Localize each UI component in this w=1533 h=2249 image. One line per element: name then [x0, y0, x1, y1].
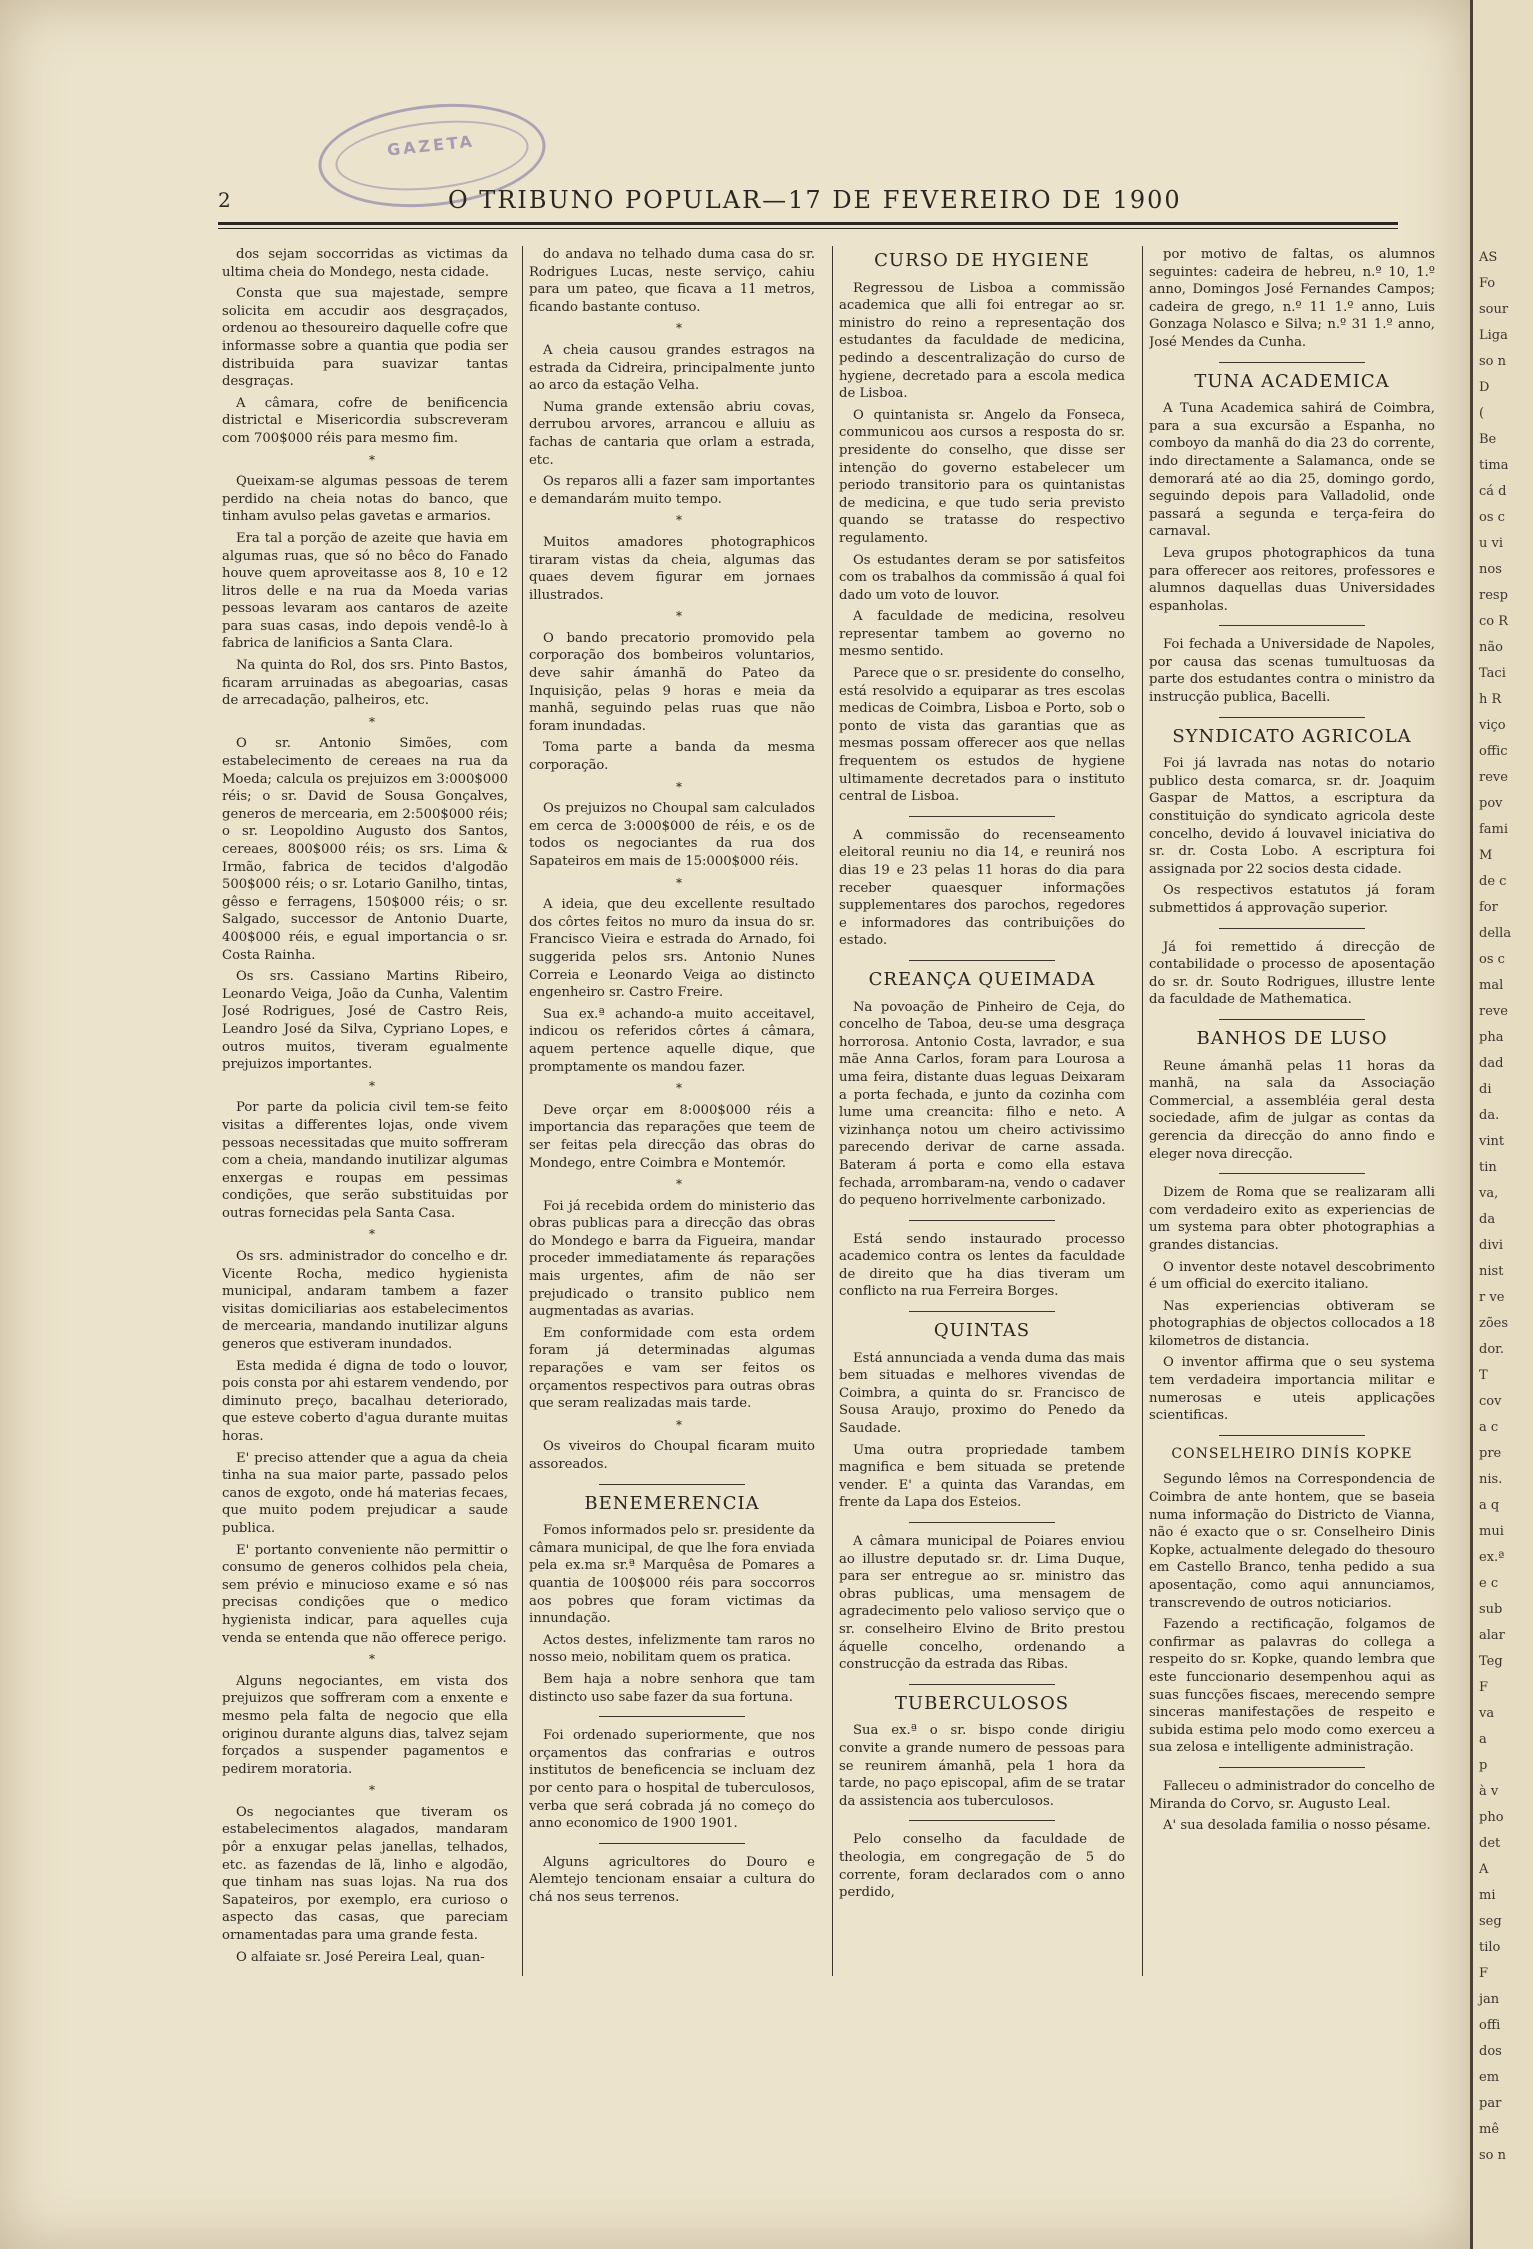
heading-creanca-queimada: CREANÇA QUEIMADA	[868, 968, 1096, 990]
star-separator: *	[676, 321, 682, 336]
adjacent-page-fragment: a q	[1479, 1498, 1500, 1513]
adjacent-page-fragment: dad	[1479, 1056, 1504, 1071]
star-separator: *	[676, 513, 682, 528]
star-separator: *	[369, 1652, 375, 1667]
column-3	[839, 246, 1125, 1986]
adjacent-page-fragment: alar	[1479, 1628, 1505, 1643]
adjacent-page-fragment: vint	[1479, 1134, 1505, 1149]
article-paragraph: Regressou de Lisboa a commissão academica que alli foi entregar ao sr. ministro do reino a representação dos estudantes da faculdade de medicina, pedindo a descentralização do curso de hygiene, decretado para a escola medica de Lisboa.	[839, 280, 1125, 402]
article-paragraph: Sua ex.ª o sr. bispo conde dirigiu convite a grande numero de pessoas para se reunirem ámanhã, pela 1 hora da tarde, no paço episcopal, afim de se tratar da assistencia aos tuberculosos.	[839, 1723, 1125, 1809]
adjacent-page-fragment: h R	[1479, 692, 1502, 707]
article-paragraph: Parece que o sr. presidente do conselho, está resolvido a equiparar as tres escolas medicas de Coimbra, Lisboa e Porto, sob o ponto de vista das garantias que as mesmas possam offerecer aos que nellas frequentem os estudos de hygiene ultimamente decretados para o instituto central de Lisboa.	[839, 666, 1125, 805]
adjacent-page-fragment: p	[1479, 1758, 1488, 1773]
col4-news-block-f	[1149, 1058, 1435, 1164]
adjacent-page-fragment: sour	[1479, 302, 1509, 317]
adjacent-page-fragment: di	[1479, 1082, 1492, 1097]
adjacent-page-fragment: mui	[1479, 1524, 1504, 1539]
adjacent-page-fragment: zões	[1479, 1316, 1509, 1331]
separator	[909, 1311, 1055, 1312]
adjacent-page-fragment: so n	[1479, 2148, 1507, 2163]
adjacent-page-fragment: jan	[1479, 1992, 1500, 2007]
article-paragraph: Reune ámanhã pelas 11 horas da manhã, na sala da Associação Commercial, a assembléia geral desta sociedade, afim de julgar as contas da gerencia da direcção do anno findo e eleger nova direcção.	[1149, 1058, 1435, 1162]
adjacent-page-fragment: nos	[1479, 562, 1502, 577]
adjacent-page-fragment: de c	[1479, 874, 1507, 889]
article-paragraph: O sr. Antonio Simões, com estabelecimento de cereaes na rua da Moeda; calcula os prejuizos em 3:000$000 réis; o sr. David de Sousa Gonçalves, generos de mercearia, em 2:500$000 réis; o sr. Leopoldino Augusto dos Santos, cereaes, 800$000 réis; os srs. Lima & Irmão, fabrica de tecidos d'algodão 500$000 réis; o sr. Lotario Ganilho, tintas, gêsso e ferragens, 150$000 réis; o sr. Salgado, successor de Antonio Duarte, 400$000 réis, e egual importancia o sr. Costa Rainha.	[222, 736, 508, 963]
star-separator: *	[369, 1783, 375, 1798]
article-paragraph: Em conformidade com esta ordem foram já determinadas algumas reparações e vam ser feitos os orçamentos respectivos para outras obras que seram realizadas mais tarde.	[529, 1325, 815, 1412]
article-paragraph: A faculdade de medicina, resolveu representar tambem ao governo no mesmo sentido.	[839, 609, 1125, 660]
adjacent-page-fragment: viço	[1479, 718, 1506, 733]
col3-news-block-e	[839, 1350, 1125, 1512]
col4-news-block-d	[1149, 755, 1435, 917]
adjacent-page-fragment: pre	[1479, 1446, 1502, 1461]
separator	[1219, 362, 1365, 363]
article-paragraph: Falleceu o administrador do concelho de Miranda do Corvo, sr. Augusto Leal.	[1149, 1778, 1435, 1812]
heading-curso-de-hygiene: CURSO DE HYGIENE	[874, 250, 1090, 271]
adjacent-page-fragment: reve	[1479, 1004, 1508, 1019]
article-paragraph: O bando precatorio promovido pela corporação dos bombeiros voluntarios, deve sahir ámanhã do Pateo da Inquisição, pelas 9 horas e meia da manhã, seguindo pelas ruas que não foram inundadas.	[529, 630, 815, 734]
article-paragraph: Alguns agricultores do Douro e Alemtejo tencionam ensaiar a cultura do chá nos seus terrenos.	[529, 1854, 815, 1905]
article-paragraph: Os viveiros do Choupal ficaram muito assoreados.	[529, 1439, 815, 1472]
separator	[599, 1484, 745, 1485]
article-paragraph: O inventor deste notavel descobrimento é um official do exercito italiano.	[1149, 1259, 1435, 1293]
article-paragraph: Sua ex.ª achando-a muito acceitavel, indicou os referidos côrtes á câmara, aquem pertence aquelle dique, que promptamente os mandou fazer.	[529, 1006, 815, 1075]
article-paragraph: Leva grupos photographicos da tuna para offerecer aos reitores, professores e alumnos daquellas duas Universidades espanholas.	[1149, 545, 1435, 614]
heading-quintas: QUINTAS	[933, 1320, 1031, 1342]
article-paragraph: Na quinta do Rol, dos srs. Pinto Bastos, ficaram arruinadas as abegoarias, casas de arrecadação, palheiros, etc.	[222, 658, 508, 709]
star-separator: *	[676, 1177, 682, 1192]
article-paragraph: do andava no telhado duma casa do sr. Rodrigues Lucas, neste serviço, cahiu para um pateo, que ficava a 11 metros, ficando bastante contuso.	[529, 247, 815, 315]
separator	[909, 960, 1055, 961]
separator	[599, 1843, 745, 1844]
column-2	[529, 246, 815, 1986]
article-paragraph: dos sejam soccorridas as victimas da ultima cheia do Mondego, nesta cidade.	[222, 247, 508, 280]
col3-news-block-g	[839, 1722, 1125, 1810]
star-separator: *	[369, 714, 375, 729]
col3-news-block-a	[839, 280, 1125, 806]
article-paragraph: Por parte da policia civil tem-se feito visitas a differentes lojas, onde vivem pessoas necessitadas que muito soffreram com a cheia, mandando inutilizar algumas enxergas e roupas em pessimas condições, que serão substituidas por outras fornecidas pela Santa Casa.	[222, 1100, 508, 1221]
adjacent-page-fragment: nis.	[1479, 1472, 1503, 1487]
separator	[1219, 928, 1365, 929]
article-paragraph: A cheia causou grandes estragos na estrada da Cidreira, principalmente junto ao arco da estação Velha.	[529, 342, 815, 394]
adjacent-page-fragment: a c	[1479, 1420, 1499, 1435]
article-paragraph: Segundo lêmos na Correspondencia de Coimbra de ante hontem, que se baseia numa informação do Districto de Vianna, não é exacto que o sr. Conselheiro Dinis Kopke, actualmente delegado do thesouro em Castello Branco, tenha pedido a sua aposentação, como aqui annunciamos, transcrevendo de outros noticiarios.	[1149, 1472, 1435, 1611]
adjacent-page-fragment: reve	[1479, 770, 1508, 785]
adjacent-page-fragment: cá d	[1479, 484, 1507, 499]
col4-news-block-e	[1149, 939, 1435, 1009]
adjacent-page-fragment: cov	[1479, 1394, 1502, 1409]
col4-news-block-h	[1149, 1471, 1435, 1757]
article-paragraph: Alguns negociantes, em vista dos prejuizos que soffreram com a enxente e mesmo pela falta de negocio que ella originou durante alguns dias, talvez sejam forçados a suspender pagamentos e pedirem moratoria.	[222, 1673, 508, 1777]
masthead-title: O TRIBUNO POPULAR—17 DE FEVEREIRO DE 1900	[448, 186, 1182, 214]
adjacent-page-fragment: mê	[1479, 2122, 1500, 2137]
col3-news-block-b	[839, 827, 1125, 950]
adjacent-page-fragment: offi	[1479, 2018, 1501, 2033]
separator	[1219, 717, 1365, 718]
article-paragraph: Consta que sua majestade, sempre solicita em accudir aos desgraçados, ordenou ao thesoureiro daquelle cofre que informasse sobre a quantia que podia ser distribuida para suavizar tantas desgraças.	[222, 286, 508, 390]
article-paragraph: Está annunciada a venda duma das mais bem situadas e melhores vivendas de Coimbra, a quinta do sr. Francisco de Sousa Araujo, proximo do Penedo da Saudade.	[839, 1350, 1125, 1437]
adjacent-page-fragment: mal	[1479, 978, 1504, 993]
star-separator: *	[369, 452, 375, 467]
adjacent-page-fragment: fami	[1479, 822, 1509, 837]
separator	[909, 816, 1055, 817]
header-rule	[218, 222, 1398, 225]
adjacent-page-fragment: r ve	[1479, 1290, 1505, 1305]
star-separator: *	[676, 1417, 682, 1432]
adjacent-page-fragment: Teg	[1479, 1654, 1503, 1669]
article-paragraph: Numa grande extensão abriu covas, derrubou arvores, arrancou e alluiu as fachas de cantaria que orlam a estrada, etc.	[529, 399, 815, 468]
adjacent-page-fragment: M	[1479, 848, 1493, 863]
separator	[909, 1522, 1055, 1523]
adjacent-page-fragment: det	[1479, 1836, 1501, 1851]
stamp-text: GAZETA	[386, 131, 476, 160]
col3-news-block-d	[839, 1231, 1125, 1301]
col2-news-block-d	[529, 1854, 815, 1907]
article-paragraph: A commissão do recenseamento eleitoral reuniu no dia 14, e reunirá nos dias 19 e 23 pelas 11 horas do dia para receber quaesquer informações supplementares dos parochos, regedores e informadores das contribuições do estado.	[839, 827, 1125, 949]
col4-news-block-g	[1149, 1184, 1435, 1425]
adjacent-page-fragment: tilo	[1479, 1940, 1501, 1955]
adjacent-page-fragment: à v	[1479, 1784, 1499, 1799]
col2-news-block-c	[529, 1727, 815, 1833]
column-divider-3	[1142, 246, 1143, 1976]
article-paragraph: Queixam-se algumas pessoas de terem perdido na cheia notas do banco, que tinham avulso pelas gavetas e armarios.	[222, 474, 508, 525]
adjacent-page-fragment: da	[1479, 1212, 1496, 1227]
heading-tuna-academica: TUNA ACADEMICA	[1194, 370, 1390, 392]
separator	[909, 1220, 1055, 1221]
adjacent-page-fragment: A	[1479, 1862, 1489, 1877]
adjacent-page-fragment: Liga	[1479, 328, 1508, 343]
article-paragraph: A ideia, que deu excellente resultado dos côrtes feitos no muro da insua do sr. Francisco Vieira e estrada do Arnado, foi suggerida pelos srs. Antonio Nunes Correia e Leonardo Veiga ao distincto engenheiro sr. Castro Freire.	[529, 897, 815, 1001]
column-4	[1149, 246, 1435, 1986]
article-paragraph: Os negociantes que tiveram os estabelecimentos alagados, mandaram pôr a enxugar pelas janellas, telhados, etc. as fazendas de lã, linho e algodão, que tinham nas suas lojas. Na rua dos Sapateiros, por exemplo, era curioso o aspecto das casas, que pareciam ornamentadas para uma grande festa.	[222, 1804, 508, 1944]
adjacent-page-fragment: tin	[1479, 1160, 1497, 1175]
adjacent-page-fragment: for	[1479, 900, 1498, 915]
adjacent-page-fragment: divi	[1479, 1238, 1503, 1253]
star-separator: *	[369, 1227, 375, 1242]
adjacent-page-fragment: ex.ª	[1479, 1550, 1505, 1565]
separator	[1219, 1019, 1365, 1020]
adjacent-page-fragment: (	[1479, 406, 1485, 421]
column-1	[222, 246, 508, 1986]
separator	[909, 1820, 1055, 1821]
article-paragraph: por motivo de faltas, os alumnos seguintes: cadeira de hebreu, n.º 10, 1.º anno, Domingos José Fernandes Campos; cadeira de grego, n.º 11 1.º anno, Luis Gonzaga Nolasco e Silva; n.º 31 1.º anno, José Mendes da Cunha.	[1149, 247, 1435, 350]
separator	[1219, 625, 1365, 626]
adjacent-page-fragment: em	[1479, 2070, 1500, 2085]
article-paragraph: Os srs. administrador do concelho e dr. Vicente Rocha, medico hygienista municipal, andaram tambem a fazer visitas domiciliarias aos estabelecimentos de mercearia, mandando inutilizar alguns generos que estiveram inundados.	[222, 1249, 508, 1353]
adjacent-page-fragment: F	[1479, 1680, 1489, 1695]
article-paragraph: Foi fechada a Universidade de Napoles, por causa das scenas tumultuosas da parte dos estudantes contra o ministro da instrucção publica, Bacelli.	[1149, 637, 1435, 706]
article-paragraph: Era tal a porção de azeite que havia em algumas ruas, que só no bêco do Fanado houve quem aproveitasse aos 8, 10 e 12 litros delle e na rua da Moeda varias pessoas levaram aos cantaros de azeite para suas casas, indo depois vendê-lo à fabrica de lanificios a Santa Clara.	[222, 530, 508, 652]
adjacent-page-fragment: D	[1479, 380, 1490, 395]
heading-banhos-de-luso: BANHOS DE LUSO	[1196, 1027, 1388, 1049]
heading-conselheiro-dinis-kopke: CONSELHEIRO DINÍS KOPKE	[1171, 1445, 1413, 1462]
article-paragraph: A câmara, cofre de benificencia districtal e Misericordia subscreveram com 700$000 réis para mesmo fim.	[222, 395, 508, 446]
article-paragraph: Actos destes, infelizmente tam raros no nosso meio, nobilitam quem os pratica.	[529, 1632, 815, 1666]
article-paragraph: Nas experiencias obtiveram se photographias de objectos collocados a 18 kilometros de distancia.	[1149, 1298, 1435, 1349]
star-separator: *	[676, 875, 682, 890]
adjacent-page-fragment: dor.	[1479, 1342, 1505, 1357]
article-paragraph: Pelo conselho da faculdade de theologia, em congregação de 5 do corrente, foram declarados com o anno perdido,	[839, 1832, 1125, 1901]
adjacent-page-fragment: a	[1479, 1732, 1487, 1747]
adjacent-page-edge	[1470, 0, 1533, 2249]
column-divider-1	[522, 246, 523, 1976]
header-rule-thin	[218, 228, 1398, 229]
article-paragraph: A câmara municipal de Poiares enviou ao illustre deputado sr. dr. Lima Duque, para ser entregue ao sr. ministro das obras publicas, uma mensagem de agradecimento pelo valioso serviço que o sr. conselheiro Elvino de Brito prestou áquelle concelho, ordenando a construcção da estrada das Ribas.	[839, 1534, 1125, 1673]
heading-benemerencia: BENEMERENCIA	[584, 1492, 760, 1514]
article-paragraph: Dizem de Roma que se realizaram alli com verdadeiro exito as experiencias de um systema para obter photographias a grandes distancias.	[1149, 1185, 1435, 1253]
col4-news-block-c	[1149, 636, 1435, 706]
article-paragraph: O inventor affirma que o seu systema tem verdadeira importancia militar e numerosas e uteis applicações scientificas.	[1149, 1355, 1435, 1424]
adjacent-page-fragment: pov	[1479, 796, 1503, 811]
adjacent-page-fragment: T	[1479, 1368, 1488, 1383]
adjacent-page-fragment: Fo	[1479, 276, 1496, 291]
adjacent-page-fragment: va,	[1479, 1186, 1499, 1201]
article-paragraph: Foi já recebida ordem do ministerio das obras publicas para a direcção das obras do Mondego e barra da Figueira, mandar proceder immediatamente ás reparações mais urgentes, afim de não ser prejudicado o transito publico nem augmentadas as avarias.	[529, 1198, 815, 1320]
adjacent-page-fragment: va	[1479, 1706, 1495, 1721]
star-separator: *	[676, 609, 682, 624]
separator	[909, 1684, 1055, 1685]
adjacent-page-fragment: não	[1479, 640, 1503, 655]
adjacent-page-fragment: mi	[1479, 1888, 1496, 1903]
page-number: 2	[218, 188, 231, 212]
col2-news-block-a	[529, 246, 815, 1474]
star-separator: *	[676, 779, 682, 794]
col3-news-block-h	[839, 1831, 1125, 1901]
article-paragraph: O alfaiate sr. José Pereira Leal, quan-	[236, 1949, 485, 1965]
article-paragraph: Foi já lavrada nas notas do notario publico desta comarca, sr. dr. Joaquim Gaspar de Mattos, a escriptura da constituição do syndicato agricola deste concelho, devido á louvavel iniciativa do sr. dr. Costa Lobo. A escriptura foi assignada por 22 socios desta cidade.	[1149, 756, 1435, 877]
separator	[599, 1716, 745, 1717]
article-paragraph: Muitos amadores photographicos tiraram vistas da cheia, algumas das quaes devem figurar em jornaes illustrados.	[529, 534, 815, 603]
adjacent-page-fragment: nist	[1479, 1264, 1504, 1279]
article-paragraph: Os srs. Cassiano Martins Ribeiro, Leonardo Veiga, João da Cunha, Valentim José Rodrigues, José de Castro Reis, Leandro José da Silva, Cypriano Lopes, e outros muitos, tiveram egualmente prejuizos importantes.	[222, 969, 508, 1073]
column-divider-2	[832, 246, 833, 1976]
article-paragraph: O quintanista sr. Angelo da Fonseca, communicou aos cursos a resposta do sr. presidente do conselho, que disse ser intenção do governo estabelecer um periodo transitorio para os quintanistas de medicina, e que tudo seria previsto quando se tratasse do respectivo regulamento.	[839, 407, 1125, 546]
article-paragraph: Na povoação de Pinheiro de Ceja, do concelho de Taboa, deu-se uma desgraça horrorosa. Antonio Costa, lavrador, e sua mãe Anna Carlos, foram para Lourosa a uma feira, distante duas leguas Deixaram a porta fechada, e junto da cozinha com lume uma creancita: filho e neto. A vizinhança notou um cheiro activissimo parecendo derivar de carne assada. Bateram á porta e como ella estava fechada, arrombaram-na, vendo o cadaver do pequeno horrivelmente carbonizado.	[839, 999, 1125, 1209]
adjacent-page-fragment: dos	[1479, 2044, 1502, 2059]
article-paragraph: Já foi remettido á direcção de contabilidade o processo de aposentação do sr. dr. Souto Rodrigues, illustre lente da faculdade de Mathematica.	[1149, 939, 1435, 1008]
article-paragraph: Está sendo instaurado processo academico contra os lentes da faculdade de direito que ha dias tiveram um conflicto na rua Ferreira Borges.	[839, 1231, 1125, 1300]
adjacent-page-fragment: resp	[1479, 588, 1508, 603]
article-paragraph: Esta medida é digna de todo o louvor, pois consta por ahi estarem vendendo, por diminuto preço, bacalhau deteriorado, que esteve coberto d'agua durante muitas horas.	[222, 1358, 508, 1444]
col4-news-block-b	[1149, 400, 1435, 615]
adjacent-page-fragment: F	[1479, 1966, 1489, 1981]
adjacent-page-fragment: u vi	[1479, 536, 1504, 551]
adjacent-page-fragment: so n	[1479, 354, 1507, 369]
article-paragraph: Foi ordenado superiormente, que nos orçamentos das confrarias e outros institutos de beneficencia se incluam dez por cento para o hospital de tuberculosos, verba que será cobrada já no começo do anno economico de 1900 1901.	[529, 1728, 815, 1832]
article-paragraph: Toma parte a banda da mesma corporação.	[529, 740, 815, 774]
star-separator: *	[369, 1078, 375, 1093]
adjacent-page-fragment: os c	[1479, 510, 1505, 525]
article-paragraph: Deve orçar em 8:000$000 réis a importancia das reparações que teem de ser feitas pela direcção das obras do Mondego, entre Coimbra e Montemór.	[529, 1102, 815, 1171]
adjacent-page-fragment: tima	[1479, 458, 1509, 473]
adjacent-page-fragment: co R	[1479, 614, 1509, 629]
adjacent-page-fragment: e c	[1479, 1576, 1499, 1591]
adjacent-page-fragment: sub	[1479, 1602, 1503, 1617]
star-separator: *	[676, 1081, 682, 1096]
col4-news-block-i	[1149, 1778, 1435, 1835]
article-paragraph: Bem haja a nobre senhora que tam distincto uso sabe fazer da sua fortuna.	[529, 1671, 815, 1705]
article-paragraph: Uma outra propriedade tambem magnifica e bem situada se pretende vender. E' a quinta das Varandas, em frente da Lapa dos Esteios.	[839, 1442, 1125, 1511]
adjacent-page-fragment: par	[1479, 2096, 1502, 2111]
adjacent-page-fragment: os c	[1479, 952, 1505, 967]
adjacent-page-fragment: Taci	[1479, 666, 1506, 681]
heading-tuberculosos: TUBERCULOSOS	[894, 1692, 1070, 1714]
article-paragraph: Fazendo a rectificação, folgamos de confirmar as palavras do collega a respeito do sr. Kopke, quando lembra que este funccionario desempenhou aqui as suas funcções fiscaes, merecendo sempre sinceras manifestações de respeito e subida estima pelo modo como exerceu a sua zelosa e intelligente administração.	[1149, 1617, 1435, 1756]
adjacent-page-fragment: pho	[1479, 1810, 1504, 1825]
adjacent-page-fragment: AS	[1479, 250, 1498, 265]
article-paragraph: Os estudantes deram se por satisfeitos com os trabalhos da commissão á qual foi dado um voto de louvor.	[839, 552, 1125, 603]
adjacent-page-fragment: seg	[1479, 1914, 1502, 1929]
article-paragraph: Os reparos alli a fazer sam importantes e demandarám muito tempo.	[529, 474, 815, 507]
article-paragraph: E' preciso attender que a agua da cheia tinha na sua maior parte, passado pelos canos de exgoto, onde há materias fecaes, que muito podem prejudicar a saude publica.	[222, 1450, 508, 1536]
page-header	[218, 182, 1398, 212]
col3-news-block-f	[839, 1533, 1125, 1674]
article-paragraph: Os prejuizos no Choupal sam calculados em cerca de 3:000$000 de réis, e os de todos os negociantes da rua dos Sapateiros em mais de 15:000$000 réis.	[529, 801, 815, 869]
article-paragraph: E' portanto conveniente não permittir o consumo de generos colhidos pela cheia, sem prévio e minucioso exame e só nas precisas condições que o medico hygienista indicar, para aquelles cuja venda se entenda que não offerece perigo.	[222, 1542, 508, 1646]
article-paragraph: A Tuna Academica sahirá de Coimbra, para a sua excursão a Espanha, no comboyo da manhã do dia 23 do corrente, indo directamente a Salamanca, onde se demorará até ao dia 25, domingo gordo, seguindo depois para Valladolid, onde passará a segunda e terça-feira do carnaval.	[1149, 401, 1435, 540]
separator	[1219, 1173, 1365, 1174]
article-paragraph: Os respectivos estatutos já foram submettidos á approvação superior.	[1149, 883, 1435, 916]
adjacent-page-fragment: pha	[1479, 1030, 1504, 1045]
article-paragraph: Fomos informados pelo sr. presidente da câmara municipal, de que lhe fora enviada pela ex.ma sr.ª Marquêsa de Pomares a quantia de 100$000 réis para soccorros aos pobres que foram victimas da innundação.	[529, 1523, 815, 1627]
separator	[1219, 1767, 1365, 1768]
heading-syndicato-agricola: SYNDICATO AGRICOLA	[1172, 725, 1412, 747]
adjacent-page-fragment: della	[1479, 926, 1512, 941]
article-paragraph: A' sua desolada familia o nosso pésame.	[1163, 1818, 1431, 1834]
adjacent-page-fragment: Be	[1479, 432, 1497, 447]
adjacent-page-fragment: da.	[1479, 1108, 1500, 1123]
adjacent-page-fragment: offic	[1479, 744, 1508, 759]
col4-news-block-a	[1149, 246, 1435, 352]
separator	[1219, 1435, 1365, 1436]
col2-news-block-b	[529, 1522, 815, 1706]
col3-news-block-c	[839, 999, 1125, 1210]
